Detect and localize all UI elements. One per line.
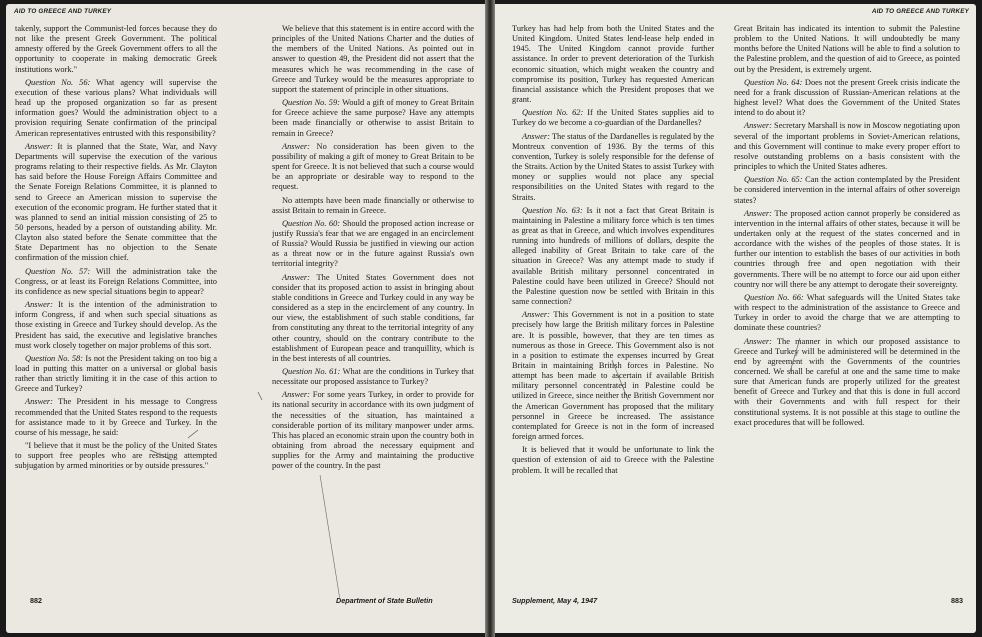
paragraph-text: Is it not a fact that Great Britain is maintaining in Palestine a military force which is ten times as great as that in Greece, and which involves expenditures running into hundreds of millions of dollars, despite the alleged inability of Great Britain to take care of the situation in Greece? Was any attempt made to study if available British military personnel concentrated in Palestine could have been utilized in Greece? Should not the Palestine question now be settled with Britain in this same connection?	[512, 205, 714, 307]
running-header: AID TO GREECE AND TURKEY	[14, 8, 112, 15]
paragraph-text: It is believed that it would be unfortunate to link the question of extension of aid to Greece with the Palestine problem. It will be recalled that	[512, 445, 714, 475]
footer-publication: Supplement, May 4, 1947	[512, 596, 598, 605]
paragraph-text: The proposed action cannot properly be considered as intervention in the internal affairs of other states, because it will be undertaken only at the request of the states concerned and in accordance with the wishes of the peoples of those states. It is further our intention to establish the bases of our activities in both countries through free and open negotiation with their governments. There will be no attempt to force our aid upon either country nor will there be any attempt to derogate their sovereignty.	[734, 208, 960, 289]
paragraph-text: Should the proposed action increase or justify Russia's fear that we are engaged in an encirclement of Russia? Would Russia be justified in viewing our action as a threat now or in the future against Russia's own territorial integrity?	[272, 218, 474, 269]
question-label: Answer:	[522, 310, 550, 320]
running-header: AID TO GREECE AND TURKEY	[871, 8, 969, 15]
qa-paragraph	[15, 267, 217, 297]
qa-paragraph	[512, 310, 714, 442]
qa-paragraph	[734, 337, 960, 428]
paragraph	[512, 445, 714, 475]
paragraph-text: Can the action contemplated by the President be considered intervention in the internal affairs of other sovereign states?	[734, 175, 960, 205]
text-column-left-2	[272, 24, 474, 582]
paragraph-text: Does not the present Greek crisis indicate the need for a frank discussion of Russian-American relations at the highest level? What does the Government of the United States intend to do about it?	[734, 77, 960, 118]
paragraph-text: No attempts have been made financially or otherwise to assist Britain to remain in Greece.	[272, 195, 474, 215]
text-column-right-2	[734, 24, 960, 582]
question-label: Answer:	[522, 131, 550, 141]
left-page	[6, 4, 485, 633]
qa-paragraph	[15, 300, 217, 351]
question-label: Question No. 60:	[282, 218, 341, 228]
qa-paragraph	[272, 142, 474, 193]
paragraph-text: What are the conditions in Turkey that necessitate our proposed assistance to Turkey?	[272, 367, 474, 387]
paragraph-text: Turkey has had help from both the United States and the United Kingdom. United States lend-lease help ended in 1945. The United Kingdom cannot provide further assistance. In order to prevent deterioration of the Turkish economic situation, which might weaken the country and compromise its position, Turkey has requested American financial assistance which the President proposes that we grant.	[512, 24, 714, 105]
question-label: Question No. 65:	[744, 175, 803, 185]
qa-paragraph	[15, 78, 217, 139]
qa-paragraph	[512, 206, 714, 308]
qa-paragraph	[272, 390, 474, 471]
qa-paragraph	[512, 108, 714, 128]
question-label: Answer:	[282, 272, 310, 282]
paragraph	[15, 24, 217, 75]
paragraph-text: Will the administration take the Congress, or at least its Foreign Relations Committee, into its confidence as new special situations begin to appear?	[15, 266, 217, 296]
paragraph	[272, 196, 474, 216]
footer-publication: Department of State Bulletin	[336, 596, 433, 605]
paragraph-text: "I believe that it must be the policy of the United States to support free peoples who are resisting attempted subjugation by armed minorities or by outside pressures."	[15, 441, 217, 471]
question-label: Answer:	[744, 121, 772, 131]
qa-paragraph	[734, 175, 960, 205]
qa-paragraph	[512, 132, 714, 203]
qa-paragraph	[272, 219, 474, 270]
paragraph-text: takenly, support the Communist-led forces because they do not like the present Greek Government. The political amnesty offered by the Greek Government offers to all the opportunity to cooperate in making democratic Greek institutions work."	[15, 24, 217, 74]
right-page	[495, 4, 976, 633]
question-label: Question No. 56:	[25, 77, 91, 87]
question-label: Question No. 59:	[282, 98, 340, 108]
paragraph-text: It is the intention of the administration to inform Congress, if and when such special situations as those existing in Greece and Turkey should develop. As the President has said, the executive and legislative branches must work closely together on major problems of this sort.	[15, 300, 217, 350]
qa-paragraph	[734, 293, 960, 334]
question-label: Answer:	[25, 397, 53, 407]
question-label: Answer:	[282, 390, 310, 400]
paragraph-text: If the United States supplies aid to Turkey do we become a co-guardian of the Dardanelles?	[512, 108, 714, 128]
qa-paragraph	[734, 209, 960, 290]
qa-paragraph	[15, 354, 217, 395]
paragraph-text: No consideration has been given to the possibility of making a gift of money to Great Britain to be spent for Greece. It is not believed that such a course would be an appropriate or desirable way to respond to the request.	[272, 141, 474, 192]
paragraph-text: It is planned that the State, War, and Navy Departments will supervise the execution of the various programs relating to their respective fields. As Mr. Clayton has said before the House Foreign Affairs Committee and the Senate Foreign Relations Committee, it is planned to send to Greece an American mission to supervise the execution of the economic program. He further stated that it was planned to send an initial mission consisting of 25 to 50 persons, headed by a person of outstanding ability. Mr. Clayton also stated before the Senate committee that the State Department has no objection to the Senate confirmation of the mission chief.	[15, 141, 217, 263]
question-label: Question No. 58:	[25, 353, 84, 363]
question-label: Answer:	[25, 141, 53, 151]
qa-paragraph	[15, 397, 217, 438]
paragraph	[512, 24, 714, 105]
paragraph-text: Secretary Marshall is now in Moscow negotiating upon several of the important problems in Soviet-American relations, and this Government will continue to make every proper effort to resolve outstanding problems on a basis consistent with the principles to which the United States adheres.	[734, 121, 960, 172]
question-label: Answer:	[25, 300, 53, 310]
paragraph-text: The United States Government does not consider that its proposed action to assist in bringing about stable conditions in Greece and Turkey could in any way be considered as a step in the encirclement of any country. In our view, the establishment of such stable conditions, far from constituting any threat to the territorial integrity of any other country, should on the contrary contribute to the establishment of European peace and tranquillity, which is in the best interests of all countries.	[272, 272, 474, 363]
question-label: Question No. 62:	[522, 108, 584, 118]
question-label: Question No. 64:	[744, 77, 803, 87]
page-number: 883	[951, 596, 963, 605]
qa-paragraph	[272, 273, 474, 364]
paragraph-text: We believe that this statement is in entire accord with the principles of the United Nations Charter and the duties of the members of the United Nations. As pointed out in answer to question 49, the President did not assert that the measures which he was recommending in the case of Greece and Turkey would be the measures appropriate to support the statement of principle in other situations.	[272, 24, 474, 94]
paragraph-text: Is not the President taking on too big a load in putting this matter on a universal or global basis rather than strictly limiting it in the case of this action to Greece and Turkey?	[15, 353, 217, 394]
text-column-left-1	[15, 24, 217, 582]
paragraph-text: The status of the Dardanelles is regulated by the Montreux convention of 1936. By the terms of this convention, Turkey is solely responsible for the defense of the Straits. Action by the United States to assist Turkey with money or supplies would not place any special responsibilities on the United States with regard to the Straits.	[512, 131, 714, 202]
text-column-right-1	[512, 24, 714, 582]
page-number: 882	[30, 596, 42, 605]
qa-paragraph	[734, 78, 960, 119]
question-label: Question No. 57:	[25, 266, 91, 276]
question-label: Answer:	[282, 141, 310, 151]
paragraph-text: For some years Turkey, in order to provide for its national security in accordance with its own judgment of the necessities of the situation, has maintained a considerable portion of its military manpower under arms. This has placed an economic strain upon the country both in obtaining from abroad the necessary equipment and supplies for the Army and maintaining the productive power of the country. In the past	[272, 390, 474, 471]
qa-paragraph	[272, 367, 474, 387]
qa-paragraph	[15, 142, 217, 264]
paragraph-text: What safeguards will the United States take with respect to the administration of the assistance to Greece and Turkey in order to avoid the charge that we are attempting to dominate these countries?	[734, 292, 960, 333]
paragraph-text: Great Britain has indicated its intention to submit the Palestine problem to the United Nations. It will undoubtedly be many months before the United Nations will be able to find a solution to the Palestine problem, and the question of aid to Greece, as pointed out by the President, is extremely urgent.	[734, 24, 960, 74]
paragraph-text: What agency will supervise the execution of these various plans? What individuals will head up the proposed organization so far as present information goes? Would the administration object to a provision requiring Senate confirmation of the principal American representatives entrusted with this responsibility?	[15, 77, 217, 138]
question-label: Answer:	[744, 208, 772, 218]
paragraph-text: This Government is not in a position to state precisely how large the British military forces in Palestine are. It is possible, however, that they are ten times as numerous as those in Greece. This Government also is not in a position to estimate the expenses incurred by Great Britain in maintaining British forces in Palestine. No attempt has been made to ascertain if available British military personnel concentrated in Palestine could be utilized in Greece, since neither the British Government nor the American Government has proposed that the military personnel in Greece be increased. The assistance contemplated for Greece is not in the form of increased foreign armed forces.	[512, 310, 714, 442]
question-label: Question No. 63:	[522, 205, 583, 215]
paragraph	[272, 24, 474, 95]
book-spine	[485, 0, 495, 637]
paragraph-text: Would a gift of money to Great Britain for Greece achieve the same purpose? Have any attempts been made financially or otherwise to assist Britain to remain in Greece?	[272, 98, 474, 138]
question-label: Question No. 66:	[744, 292, 804, 302]
paragraph-text: The manner in which our proposed assistance to Greece and Turkey will be administered will be determined in the end by agreement with the Governments of the countries concerned. We shall be careful at one and the same time to make sure that American funds are properly utilized for the greatest benefit of Greece and Turkey and that this is done in full accord with their Governments and with full respect for their constitutional systems. It is not possible at this stage to outline the exact procedures that will be followed.	[734, 336, 960, 427]
paragraph-text: The President in his message to Congress recommended that the United States respond to the requests for assistance made to it by Greece and Turkey. In the course of his message, he said:	[15, 397, 217, 437]
paragraph	[15, 441, 217, 471]
qa-paragraph	[734, 121, 960, 172]
question-label: Answer:	[744, 336, 772, 346]
question-label: Question No. 61:	[282, 367, 341, 376]
paragraph	[734, 24, 960, 75]
qa-paragraph	[272, 98, 474, 139]
